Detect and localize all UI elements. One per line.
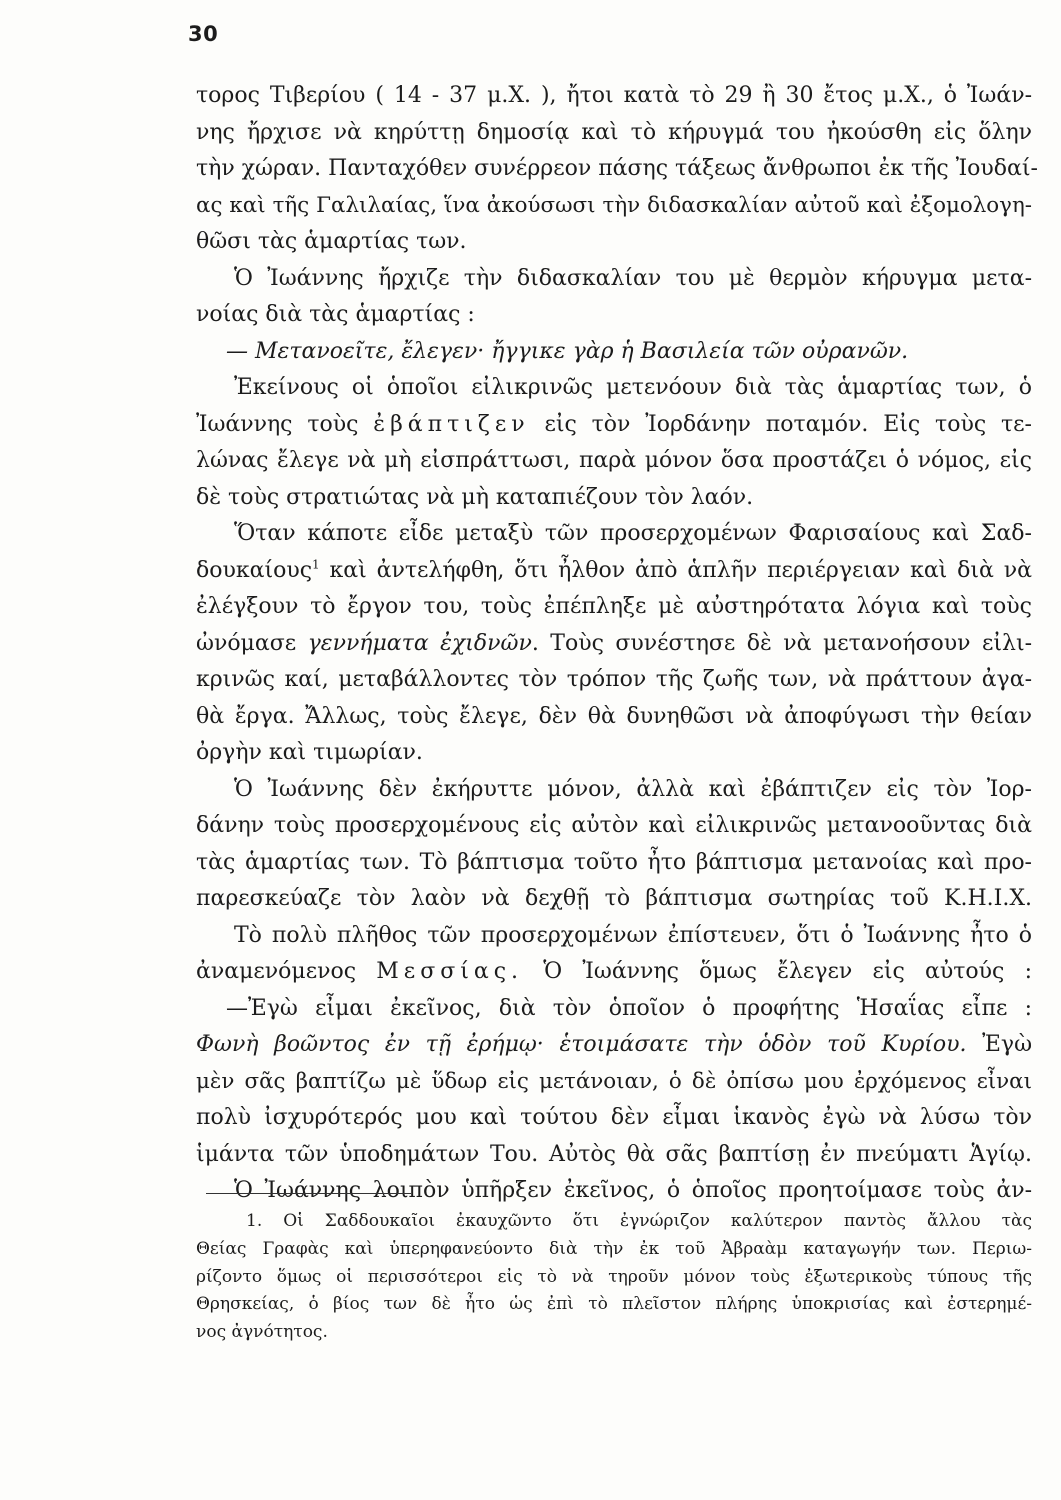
text-line: ἱμάντα τῶν ὑποδημάτων Του. Αὐτὸς θὰ σᾶς βαπτίσῃ ἐν πνεύματι Ἁγίῳ.	[196, 1141, 1032, 1167]
line-segment: καὶ ἀντελήφθη, ὅτι ἦλθον ἀπὸ ἁπλῆν περιέργειαν καὶ διὰ νὰ	[329, 557, 1032, 583]
text-line: νοίας διὰ τὰς ἁμαρτίας :	[196, 302, 475, 327]
text-line: νης ἤρχισε νὰ κηρύττῃ δημοσίᾳ καὶ τὸ κήρυγμά του ἠκούσθη εἰς ὅλην	[196, 119, 1032, 145]
line-segment: Ἰωάννης τοὺς	[196, 411, 359, 437]
footnote-marker[interactable]: 1	[312, 557, 320, 572]
page-number: 30	[188, 22, 219, 46]
text-line: παρεσκεύαζε τὸν λαὸν νὰ δεχθῇ τὸ βάπτισμα σωτηρίας τοῦ Κ.Η.Ι.Χ.	[196, 886, 1032, 911]
text-line: θὰ ἔργα. Ἄλλως, τοὺς ἔλεγε, δὲν θὰ δυνηθῶσι νὰ ἀποφύγωσι τὴν θείαν	[196, 703, 1032, 729]
text-line: Ὁ Ἰωάννης ἤρχιζε τὴν διδασκαλίαν του μὲ θερμὸν κήρυγμα μετα-	[234, 265, 1032, 291]
text-line: τὴν χώραν. Πανταχόθεν συνέρρεον πάσης τάξεως ἄνθρωποι ἐκ τῆς Ἰουδαί-	[196, 156, 1038, 181]
footnote-line: νος ἀγνότητος.	[196, 1322, 328, 1343]
text-line: κρινῶς καί, μεταβάλλοντες τὸν τρόπον τῆς ζωῆς των, νὰ πράττουν ἀγα-	[196, 667, 1032, 692]
footnote-line: Θείας Γραφὰς καὶ ὑπερηφανεύοντο διὰ τὴν ἐκ τοῦ Ἀβραὰμ καταγωγήν των. Περιω-	[196, 1238, 1032, 1259]
text-line: ὀργὴν καὶ τιμωρίαν.	[196, 740, 423, 765]
line-segment: ἀναμενόμενος	[196, 959, 357, 984]
text-line: πολὺ ἰσχυρότερός μου καὶ τούτου δὲν εἶμαι ἱκανὸς ἐγὼ νὰ λύσω τὸν	[196, 1105, 1032, 1130]
text-line: ας καὶ τῆς Γαλιλαίας, ἵνα ἀκούσωσι τὴν διδασκαλίαν αὐτοῦ καὶ ἐξομολογη-	[196, 192, 1032, 218]
emphasis-spaced: ἐβάπτιζεν	[373, 411, 530, 437]
footnote-divider	[206, 1193, 411, 1194]
line-segment: δουκαίους	[196, 557, 313, 583]
main-text	[196, 78, 1038, 1210]
line-segment: εἰς τὸν Ἰορδάνην ποταμόν. Εἰς τοὺς τε-	[544, 411, 1032, 437]
line-segment: Ὁ Ἰωάννης ὅμως ἔλεγεν εἰς αὐτούς :	[543, 959, 1033, 984]
quote-line: — Μετανοεῖτε, ἔλεγεν· ἤγγικε γὰρ ἡ Βασιλεία τῶν οὐρανῶν.	[226, 338, 909, 364]
emphasis-italic: γεννήματα ἐχιδνῶν	[307, 630, 532, 656]
text-line: Ὅταν κάποτε εἶδε μεταξὺ τῶν προσερχομένων Φαρισαίους καὶ Σαδ-	[234, 521, 1032, 546]
text-line: τὰς ἁμαρτίας των. Τὸ βάπτισμα τοῦτο ἦτο βάπτισμα μετανοίας καὶ προ-	[196, 849, 1032, 875]
emphasis-italic: Φωνὴ βοῶντος ἐν τῇ ἐρήμῳ· ἑτοιμάσατε τὴν ὁδὸν τοῦ Κυρίου.	[196, 1032, 967, 1057]
text-line: δὲ τοὺς στρατιώτας νὰ μὴ καταπιέζουν τὸν λαόν.	[196, 484, 754, 510]
quote-line: —Ἐγὼ εἶμαι ἐκεῖνος, διὰ τὸν ὁποῖον ὁ προφήτης Ἡσαΐας εἶπε :	[226, 995, 1032, 1021]
footnote-line: ρίζοντο ὅμως οἱ περισσότεροι εἰς τὸ νὰ τηροῦν μόνον τοὺς ἐξωτερικοὺς τύπους τῆς	[196, 1266, 1032, 1287]
text-line	[196, 407, 1032, 444]
text-line	[196, 1027, 1032, 1064]
text-line: λώνας ἔλεγε νὰ μὴ εἰσπράττωσι, παρὰ μόνον ὅσα προστάζει ὁ νόμος, εἰς	[196, 448, 1032, 473]
line-segment: ὠνόμασε	[196, 630, 297, 656]
text-line: Ἐκείνους οἱ ὁποῖοι εἰλικρινῶς μετενόουν διὰ τὰς ἁμαρτίας των, ὁ	[234, 375, 1032, 400]
footnote-line: 1. Οἱ Σαδδουκαῖοι ἐκαυχῶντο ὅτι ἐγνώριζον καλύτερον παντὸς ἄλλου τὰς	[246, 1211, 1032, 1231]
text-line: δάνην τοὺς προσερχομένους εἰς αὐτὸν καὶ εἰλικρινῶς μετανοοῦντας διὰ	[196, 813, 1032, 838]
footnote	[196, 1208, 1032, 1347]
footnote-line: Θρησκείας, ὁ βίος των δὲ ἦτο ὡς ἐπὶ τὸ πλεῖστον πλήρης ὑποκρισίας καὶ ἐστερημέ-	[196, 1294, 1032, 1315]
text-line: Ὁ Ἰωάννης λοιπὸν ὑπῆρξεν ἐκεῖνος, ὁ ὁποῖος προητοίμασε τοὺς ἀν-	[234, 1178, 1032, 1203]
text-line: θῶσι τὰς ἁμαρτίας των.	[196, 229, 467, 254]
line-segment: Ἐγὼ	[982, 1032, 1033, 1057]
text-line: μὲν σᾶς βαπτίζω μὲ ὕδωρ εἰς μετάνοιαν, ὁ δὲ ὀπίσω μου ἐρχόμενος εἶναι	[196, 1068, 1032, 1094]
text-line	[196, 553, 1032, 590]
text-line: ἐλέγξουν τὸ ἔργον του, τοὺς ἐπέπληξε μὲ αὐστηρότατα λόγια καὶ τοὺς	[196, 594, 1032, 619]
text-line: τορος Τιβερίου ( 14 - 37 μ.Χ. ), ἤτοι κατὰ τὸ 29 ἢ 30 ἔτος μ.Χ., ὁ Ἰωάν-	[196, 83, 1032, 108]
text-line: Τὸ πολὺ πλῆθος τῶν προσερχομένων ἐπίστευεν, ὅτι ὁ Ἰωάννης ἦτο ὁ	[234, 922, 1032, 948]
emphasis-spaced: Μεσσίας.	[376, 959, 524, 984]
text-line: Ὁ Ἰωάννης δὲν ἐκήρυττε μόνον, ἀλλὰ καὶ ἐβάπτιζεν εἰς τὸν Ἰορ-	[234, 776, 1032, 802]
line-segment: . Τοὺς συνέστησε δὲ νὰ μετανοήσουν εἰλι-	[531, 630, 1032, 656]
text-line	[196, 626, 1032, 663]
text-line	[196, 954, 1032, 991]
